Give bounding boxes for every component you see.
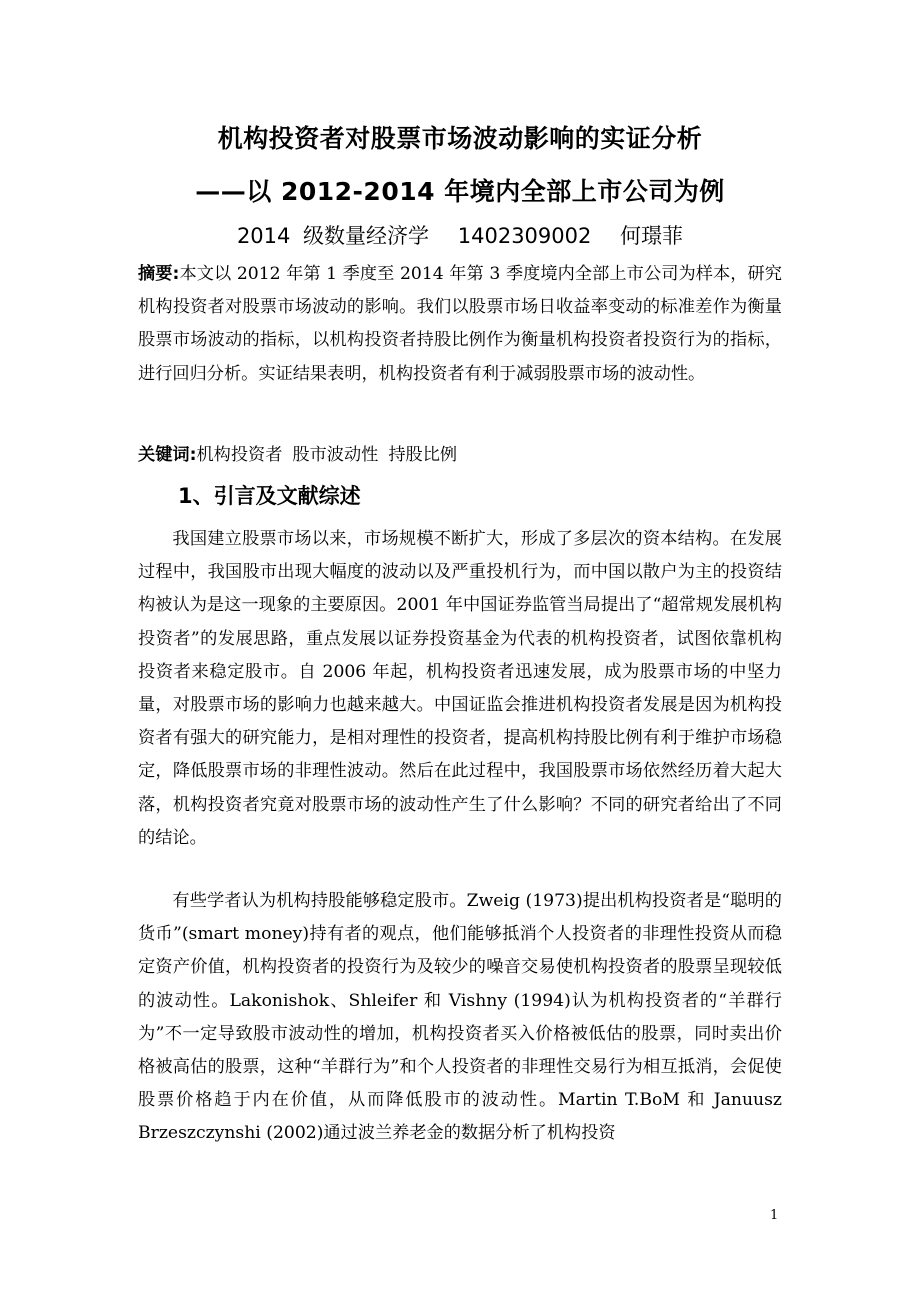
body-paragraph: 我国建立股票市场以来，市场规模不断扩大，形成了多层次的资本结构。在发展过程中，我国股市出现大幅度的波动以及严重投机行为，而中国以散户为主的投资结构被认为是这一现象的主要原因。2001 年中国证券监管当局提出了“超常规发展机构投资者”的发展思路，重点发展以证券投资基金为代表的机构投资者，试图依靠机构投资者来稳定股市。自 2006 年起，机构投资者迅速发展，成为股票市场的中坚力量，对股票市场的影响力也越来越大。中国证监会推进机构投资者发展是因为机构投资者有强大的研究能力，是相对理性的投资者，提高机构持股比例有利于维护市场稳定，降低股票市场的非理性波动。然后在此过程中，我国股票市场依然经历着大起大落，机构投资者究竟对股票市场的波动性产生了什么影响？不同的研究者给出了不同的结论。	[138, 529, 782, 848]
author-student-id: 1402309002	[457, 224, 592, 248]
abstract-text: 本文以 2012 年第 1 季度至 2014 年第 3 季度境内全部上市公司为样本，研究机构投资者对股票市场波动的影响。我们以股票市场日收益率变动的标准差作为衡量股票市场波动的指标，以机构投资者持股比例作为衡量机构投资者投资行为的指标，进行回归分析。实证结果表明，机构投资者有利于减弱股票市场的波动性。	[138, 264, 782, 384]
body-paragraph: 有些学者认为机构持股能够稳定股市。Zweig (1973)提出机构投资者是“聪明的货币”(smart money)持有者的观点，他们能够抵消个人投资者的非理性投资从而稳定资产价值，机构投资者的投资行为及较少的噪音交易使机构投资者的股票呈现较低的波动性。Lakonishok、Shleifer 和 Vishny (1994)认为机构投资者的“羊群行为”不一定导致股市波动性的增加，机构投资者买入价格被低估的股票，同时卖出价格被高估的股票，这种“羊群行为”和个人投资者的非理性交易行为相互抵消，会促使股票价格趋于内在价值，从而降低股市的波动性。Martin T.BoM 和 Januusz Brzeszczynshi (2002)通过波兰养老金的数据分析了机构投资	[138, 891, 782, 1144]
abstract	[138, 258, 782, 391]
keyword-item: 机构投资者	[196, 445, 283, 465]
author-program: 2014 级数量经济学	[236, 224, 430, 248]
keywords	[138, 439, 467, 472]
author-line	[0, 220, 920, 250]
author-name: 何璟菲	[620, 224, 684, 248]
paper-title: 机构投资者对股票市场波动影响的实证分析	[217, 124, 703, 153]
page-number: 1	[770, 1208, 779, 1223]
keyword-item: 持股比例	[388, 445, 458, 465]
abstract-label: 摘要:	[138, 264, 180, 284]
keyword-item: 股市波动性	[292, 445, 379, 465]
keywords-label: 关键词:	[138, 445, 197, 465]
section-heading: 1、引言及文献综述	[178, 484, 361, 508]
paper-subtitle: ——以 2012-2014 年境内全部上市公司为例	[195, 177, 725, 206]
